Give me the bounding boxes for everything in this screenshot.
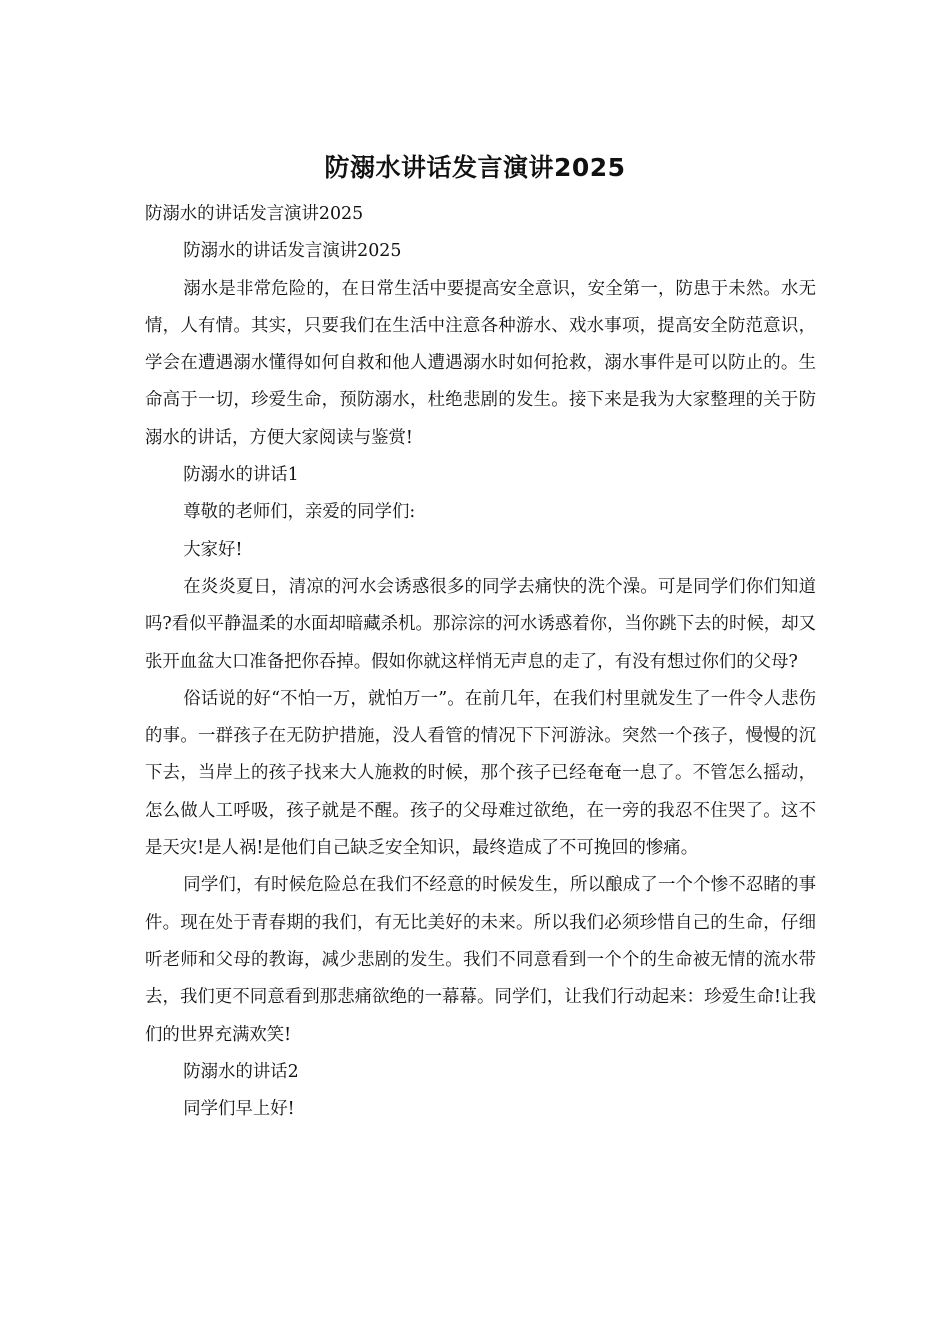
salutation: 尊敬的老师们，亲爱的同学们: — [183, 502, 416, 523]
speech-1-heading: 防溺水的讲话1 — [183, 465, 299, 486]
subtitle-line: 防溺水的讲话发言演讲2025 — [145, 204, 364, 224]
document-body — [145, 196, 816, 1128]
body-paragraph: 俗话说的好“不怕一万，就怕万一”。在前几年，在我们村里就发生了一件令人悲伤的事。一群孩子在无防护措施，没人看管的情况下下河游泳。突然一个孩子，慢慢的沉下去，当岸上的孩子找来大人施救的时候，那个孩子已经奄奄一息了。不管怎么摇动，怎么做人工呼吸，孩子就是不醒。孩子的父母难过欲绝，在一旁的我忍不住哭了。这不是天灾!是人祸!是他们自己缺乏安全知识，最终造成了不可挽回的惨痛。 — [145, 688, 816, 859]
body-paragraph: 在炎炎夏日，清凉的河水会诱惑很多的同学去痛快的洗个澡。可是同学们你们知道吗?看似平静温柔的水面却暗藏杀机。那淙淙的河水诱惑着你，当你跳下去的时候，却又张开血盆大口准备把你吞掉。假如你就这样悄无声息的走了，有没有想过你们的父母? — [145, 576, 816, 672]
section-heading: 防溺水的讲话发言演讲2025 — [183, 241, 402, 262]
intro-paragraph: 溺水是非常危险的，在日常生活中要提高安全意识，安全第一，防患于未然。水无情，人有情。其实，只要我们在生活中注意各种游水、戏水事项，提高安全防范意识，学会在遭遇溺水懂得如何自救和他人遭遇溺水时如何抢救，溺水事件是可以防止的。生命高于一切，珍爱生命，预防溺水，杜绝悲剧的发生。接下来是我为大家整理的关于防溺水的讲话，方便大家阅读与鉴赏! — [145, 278, 816, 448]
body-paragraph: 同学们，有时候危险总在我们不经意的时候发生，所以酿成了一个个惨不忍睹的事件。现在处于青春期的我们，有无比美好的未来。所以我们必须珍惜自己的生命，仔细听老师和父母的教诲，减少悲剧的发生。我们不同意看到一个个的生命被无情的流水带去，我们更不同意看到那悲痛欲绝的一幕幕。同学们，让我们行动起来：珍爱生命!让我们的世界充满欢笑! — [145, 875, 816, 1045]
speech-2-heading: 防溺水的讲话2 — [183, 1061, 299, 1082]
greeting: 大家好! — [183, 539, 243, 560]
document-title: 防溺水讲话发言演讲2025 — [324, 153, 626, 182]
greeting: 同学们早上好! — [183, 1099, 295, 1120]
